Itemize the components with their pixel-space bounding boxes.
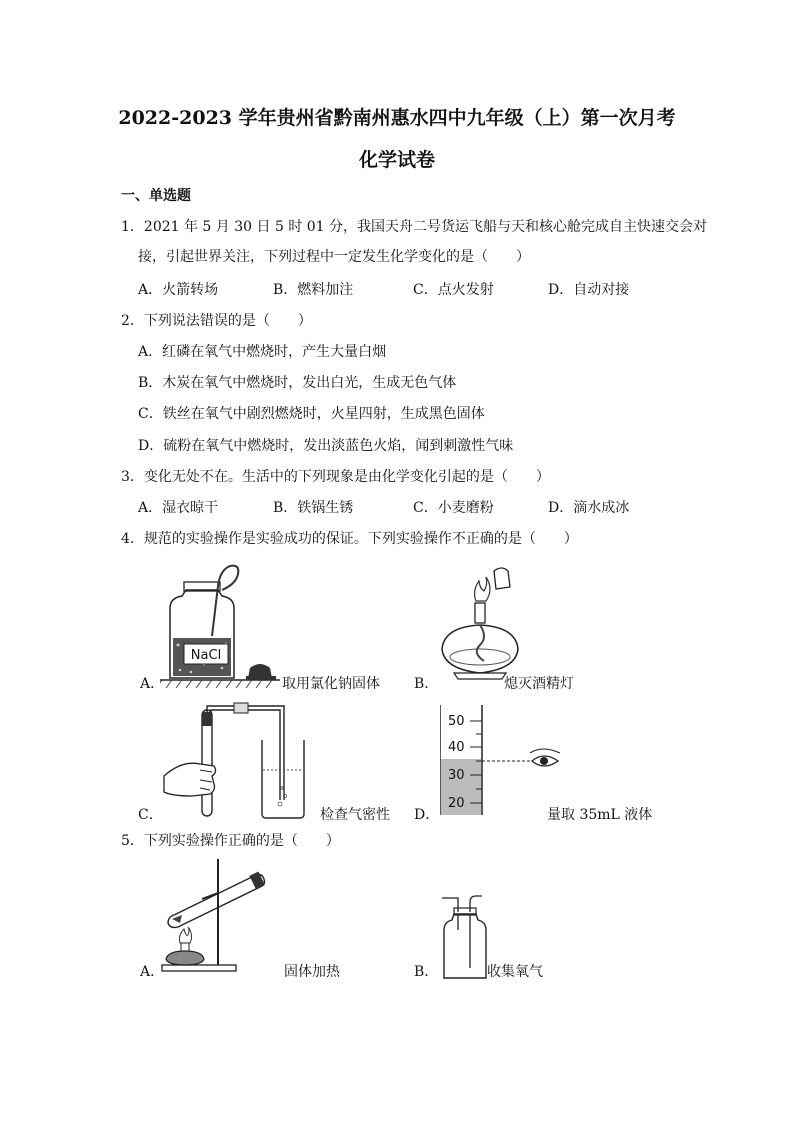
q4-option-c-caption: 检查气密性 xyxy=(320,807,390,823)
q2-option-d[interactable]: D．硫粉在氧气中燃烧时，发出淡蓝色火焰，闻到刺激性气味 xyxy=(138,438,514,454)
q4-option-b-letter[interactable]: B． xyxy=(414,676,439,692)
q3-option-d[interactable]: D．滴水成冰 xyxy=(548,500,630,516)
q1-option-c[interactable]: C．点火发射 xyxy=(413,282,494,298)
q3-stem: 3．变化无处不在。生活中的下列现象是由化学变化引起的是（ ） xyxy=(121,469,550,485)
q5-stem: 5．下列实验操作正确的是（ ） xyxy=(121,833,340,849)
q4-option-d-letter[interactable]: D． xyxy=(414,807,440,823)
q1-option-a[interactable]: A．火箭转场 xyxy=(138,282,219,298)
q4-option-a-caption: 取用氯化钠固体 xyxy=(282,676,380,692)
d-scale-50: 50 xyxy=(448,714,465,729)
q2-stem: 2．下列说法错误的是（ ） xyxy=(121,313,312,329)
q2-option-c[interactable]: C．铁丝在氧气中剧烈燃烧时，火星四射，生成黑色固体 xyxy=(138,406,485,422)
q4d-figure-graduated-cylinder xyxy=(440,703,576,818)
exam-title-line2: 化学试卷 xyxy=(358,149,435,171)
q3-option-a[interactable]: A．湿衣晾干 xyxy=(138,500,219,516)
q5b-figure-gas-collection-bottle xyxy=(440,890,490,982)
nacl-label: NaCl xyxy=(190,648,222,663)
q1-option-b[interactable]: B．燃料加注 xyxy=(273,282,354,298)
q2-option-b[interactable]: B．木炭在氧气中燃烧时，发出白光，生成无色气体 xyxy=(138,375,457,391)
q1-stem-line2: 接，引起世界关注，下列过程中一定发生化学变化的是（ ） xyxy=(138,249,530,265)
q5-option-a-letter[interactable]: A． xyxy=(140,964,165,980)
q4-stem: 4．规范的实验操作是实验成功的保证。下列实验操作不正确的是（ ） xyxy=(121,531,578,547)
q4-option-c-letter[interactable]: C． xyxy=(138,807,163,823)
q4-option-a-letter[interactable]: A． xyxy=(140,676,165,692)
d-scale-40: 40 xyxy=(448,740,465,755)
q4-option-d-caption: 量取 35mL 液体 xyxy=(547,807,653,823)
q1-option-d[interactable]: D．自动对接 xyxy=(548,282,630,298)
q4b-figure-alcohol-lamp xyxy=(432,565,524,690)
d-scale-30: 30 xyxy=(448,768,465,783)
q1-stem-line1: 1．2021 年 5 月 30 日 5 时 01 分，我国天舟二号货运飞船与天和核心舱完成自主快速交会对 xyxy=(121,219,708,235)
q3-option-c[interactable]: C．小麦磨粉 xyxy=(413,500,494,516)
q4-option-b-caption: 熄灭酒精灯 xyxy=(504,676,574,692)
q5-option-b-letter[interactable]: B． xyxy=(414,964,439,980)
d-scale-20: 20 xyxy=(448,796,465,811)
q2-option-a[interactable]: A．红磷在氧气中燃烧时，产生大量白烟 xyxy=(138,344,387,360)
q5-option-b-caption: 收集氧气 xyxy=(487,964,543,980)
section-heading: 一、单选题 xyxy=(121,188,191,204)
q5-option-a-caption: 固体加热 xyxy=(284,964,340,980)
q5a-figure-solid-heating xyxy=(160,855,270,975)
q4c-figure-airtightness-check xyxy=(162,700,312,820)
exam-title-line1: 2022-2023 学年贵州省黔南州惠水四中九年级（上）第一次月考 xyxy=(118,107,676,129)
q3-option-b[interactable]: B．铁锅生锈 xyxy=(273,500,354,516)
q4a-figure-reagent-bottle xyxy=(160,560,285,690)
